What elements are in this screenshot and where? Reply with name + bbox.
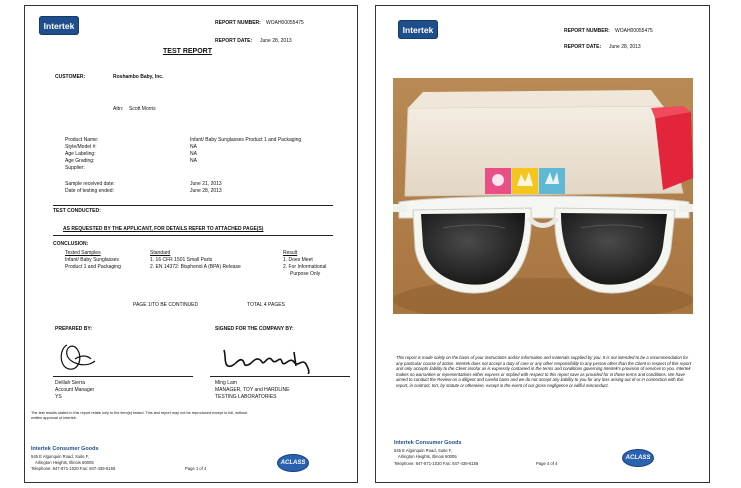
fineprint: written approval of Intertek. <box>31 416 77 420</box>
report-date: June 28, 2013 <box>260 38 292 44</box>
field-value: NA <box>190 144 197 150</box>
footer-address: Arlington Heights, Illinois 60005 <box>398 454 457 459</box>
report-number: WOAH00055475 <box>615 28 653 34</box>
signer-title: MANAGER, TOY and HARDLINE <box>215 387 290 393</box>
field-value: NA <box>190 158 197 164</box>
test-conducted-label: TEST CONDUCTED: <box>53 208 101 214</box>
total-pages: TOTAL 4 PAGES <box>247 302 285 308</box>
report-date-label: REPORT DATE: <box>564 44 602 50</box>
page-continued: PAGE 1/TO BE CONTINUED <box>133 302 199 308</box>
field-value: Infant/ Baby Sunglasses Product 1 and Packaging <box>190 137 302 143</box>
conclusion-header-standard: Standard <box>150 250 171 256</box>
divider <box>53 205 333 206</box>
footer-page-number: Page 1 of 4 <box>185 466 207 471</box>
preparer-title: Account Manager <box>55 387 95 393</box>
aclass-logo: ACLASS <box>277 454 309 472</box>
conclusion-result: 2. For Informational <box>283 264 327 270</box>
prepared-by-label: PREPARED BY: <box>55 326 93 332</box>
field-label: Date of testing ended: <box>65 188 114 194</box>
attn-label: Attn: <box>113 106 124 112</box>
conclusion-standard: 2. EN 14372: Bisphenol A (BPA) Release <box>150 264 241 270</box>
report-page-4 <box>375 5 710 483</box>
report-page-1 <box>24 5 358 483</box>
field-label: Style/Model #: <box>65 144 97 150</box>
signed-for-label: SIGNED FOR THE COMPANY BY: <box>215 326 294 332</box>
field-label: Age Grading: <box>65 158 95 164</box>
field-label: Supplier: <box>65 165 85 171</box>
attn-name: Scott Morris <box>129 106 156 112</box>
test-conducted-note: AS REQUESTED BY THE APPLICANT, FOR DETAILS REFER TO ATTACHED PAGE(S) <box>63 226 264 232</box>
field-label: Sample received date: <box>65 181 115 187</box>
signature-line <box>53 376 193 377</box>
conclusion-sample: Product 1 and Packaging <box>65 264 121 270</box>
preparer-initials: YS <box>55 394 62 400</box>
signature-line <box>210 376 350 377</box>
conclusion-result: Purpose Only <box>290 271 321 277</box>
intertek-logo: Intertek <box>39 16 79 35</box>
conclusion-header-samples: Tested Samples <box>65 250 101 256</box>
report-date-label: REPORT DATE: <box>215 38 253 44</box>
signer-org: TESTING LABORATORIES <box>215 394 277 400</box>
footer-company: Intertek Consumer Goods <box>31 446 99 452</box>
signer-name: Ming Lam <box>215 380 237 386</box>
fineprint: The test results stated in this report relate only to the item(s) tested. This test report may not be reproduced except in full, without <box>31 411 248 415</box>
footer-company: Intertek Consumer Goods <box>394 440 462 446</box>
sunglasses-photo-illustration <box>393 78 693 314</box>
preparer-signature <box>57 339 99 375</box>
field-value: June 21, 2013 <box>190 181 222 187</box>
aclass-logo: ACLASS <box>622 449 654 467</box>
field-value: NA <box>190 151 197 157</box>
report-date: June 28, 2013 <box>609 44 641 50</box>
conclusion-header-result: Result <box>283 250 298 256</box>
preparer-name: Delilah Sierra <box>55 380 86 386</box>
conclusion-standard: 1. 16 CFR 1501 Small Parts <box>150 257 213 263</box>
footer-phone: Telephone: 847-871-1020 Fax: 847-439-6156 <box>394 461 479 466</box>
product-photo <box>393 78 693 314</box>
report-number-label: REPORT NUMBER: <box>215 20 261 26</box>
disclaimer-text: This report is made solely on the basis of your instructions and/or information and materials supplied by you. It is not intended to be a recommendation for any particular course of action. Intertek does not accept a duty of care or any other responsibility to any person other than the Client in respect of this report and only accepts liability to the Client insofar as is expressly contained in the terms and conditions governing Intertek's provision of services to you. Intertek makes no warranties or representations either express or implied with respect to this report save as provided for in those terms and conditions. We have aimed to conduct the Review on a diligent and careful basis and we do not accept any liability to you for any loss arising out of or in connection with this report, in contract, tort, by statute or otherwise, except in the event of our gross negligence or willful misconduct. <box>396 355 691 388</box>
page-title: TEST REPORT <box>163 48 213 55</box>
report-number: WOAH00055475 <box>266 20 304 26</box>
footer-page-number: Page 4 of 4 <box>536 461 558 466</box>
conclusion-label: CONCLUSION: <box>53 241 89 247</box>
footer-address: 545 E Algonquin Road, Suite F, <box>394 448 452 453</box>
customer-label: CUSTOMER: <box>55 74 86 80</box>
footer-address: Arlington Heights, Illinois 60005 <box>35 460 94 465</box>
footer-phone: Telephone: 847-871-1020 Fax: 847-439-6156 <box>31 466 116 471</box>
conclusion-sample: Infant/ Baby Sunglasses <box>65 257 119 263</box>
signer-signature <box>220 342 320 374</box>
conclusion-result: 1. Does Meet <box>283 257 313 263</box>
customer-name: Roshambo Baby, Inc. <box>113 74 164 80</box>
report-number-label: REPORT NUMBER: <box>564 28 610 34</box>
field-label: Product Name: <box>65 137 99 143</box>
footer-address: 545 E Algonquin Road, Suite F, <box>31 454 89 459</box>
intertek-logo: Intertek <box>398 20 438 39</box>
field-label: Age Labeling: <box>65 151 96 157</box>
field-value: June 28, 2013 <box>190 188 222 194</box>
divider <box>53 235 333 236</box>
